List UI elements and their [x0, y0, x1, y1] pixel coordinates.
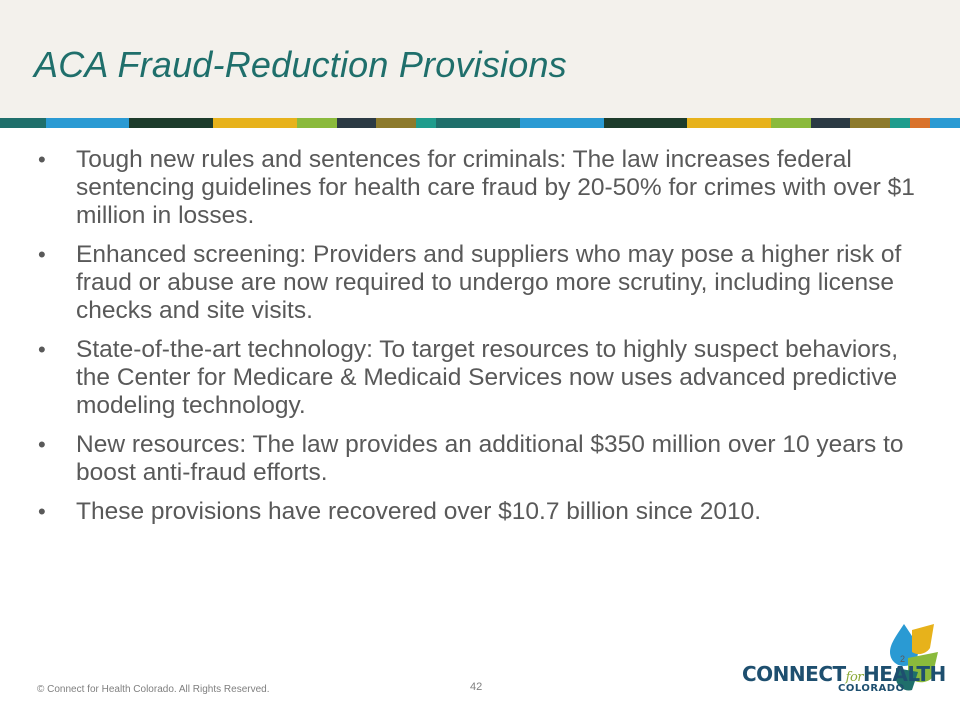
bullet-text: Enhanced screening: Providers and suppliers who may pose a higher risk of fraud or abuse are now required to undergo more scrutiny, including license checks and site visits.: [76, 241, 902, 324]
logo-text-colorado: COLORADO: [838, 683, 905, 694]
stripe-segment: [337, 118, 377, 128]
bullet-item: [36, 241, 916, 325]
logo-text-health: HEALTH: [863, 662, 946, 686]
bullet-text: Tough new rules and sentences for criminals: The law increases federal sentencing guidelines for health care fraud by 20-50% for crimes with over $1 million in losses.: [76, 146, 915, 229]
connect-for-health-logo: [742, 622, 946, 700]
stripe-segment: [604, 118, 688, 128]
footer-copyright: © Connect for Health Colorado. All Rights Reserved.: [37, 684, 270, 695]
stripe-segment: [0, 118, 46, 128]
page-number: 42: [470, 681, 483, 693]
stripe-segment: [46, 118, 130, 128]
bullet-dot: •: [38, 499, 46, 524]
color-stripe: [0, 118, 960, 128]
stripe-segment: [376, 118, 416, 128]
stripe-segment: [687, 118, 771, 128]
logo-text-connect: CONNECT: [742, 662, 846, 686]
stripe-segment: [910, 118, 930, 128]
logo-text-for: for: [845, 670, 863, 685]
bullet-item: [36, 336, 916, 420]
bullet-item: [36, 498, 916, 526]
bullet-dot: •: [38, 337, 46, 362]
bullet-text: New resources: The law provides an additional $350 million over 10 years to boost anti-fraud efforts.: [76, 431, 904, 486]
stripe-segment: [520, 118, 604, 128]
bullet-item: [36, 431, 916, 487]
bullet-text: State-of-the-art technology: To target resources to highly suspect behaviors, the Center for Medicare & Medicaid Services now uses advanced predictive modeling technology.: [76, 336, 899, 419]
stripe-segment: [771, 118, 811, 128]
bullet-item: [36, 146, 916, 230]
stripe-segment: [811, 118, 851, 128]
stripe-segment: [129, 118, 213, 128]
stripe-segment: [850, 118, 890, 128]
bullet-dot: •: [38, 242, 46, 267]
stripe-segment: [416, 118, 436, 128]
stripe-segment: [436, 118, 520, 128]
logo-mark-number: 2: [900, 654, 906, 664]
slide-title: ACA Fraud-Reduction Provisions: [34, 44, 567, 85]
bullet-dot: •: [38, 432, 46, 457]
stripe-segment: [213, 118, 297, 128]
bullet-list: [36, 146, 916, 526]
stripe-segment: [297, 118, 337, 128]
slide-content: [36, 146, 916, 537]
bullet-text: These provisions have recovered over $10.7 billion since 2010.: [76, 498, 762, 525]
stripe-segment: [890, 118, 910, 128]
stripe-segment: [930, 118, 960, 128]
bullet-dot: •: [38, 147, 46, 172]
